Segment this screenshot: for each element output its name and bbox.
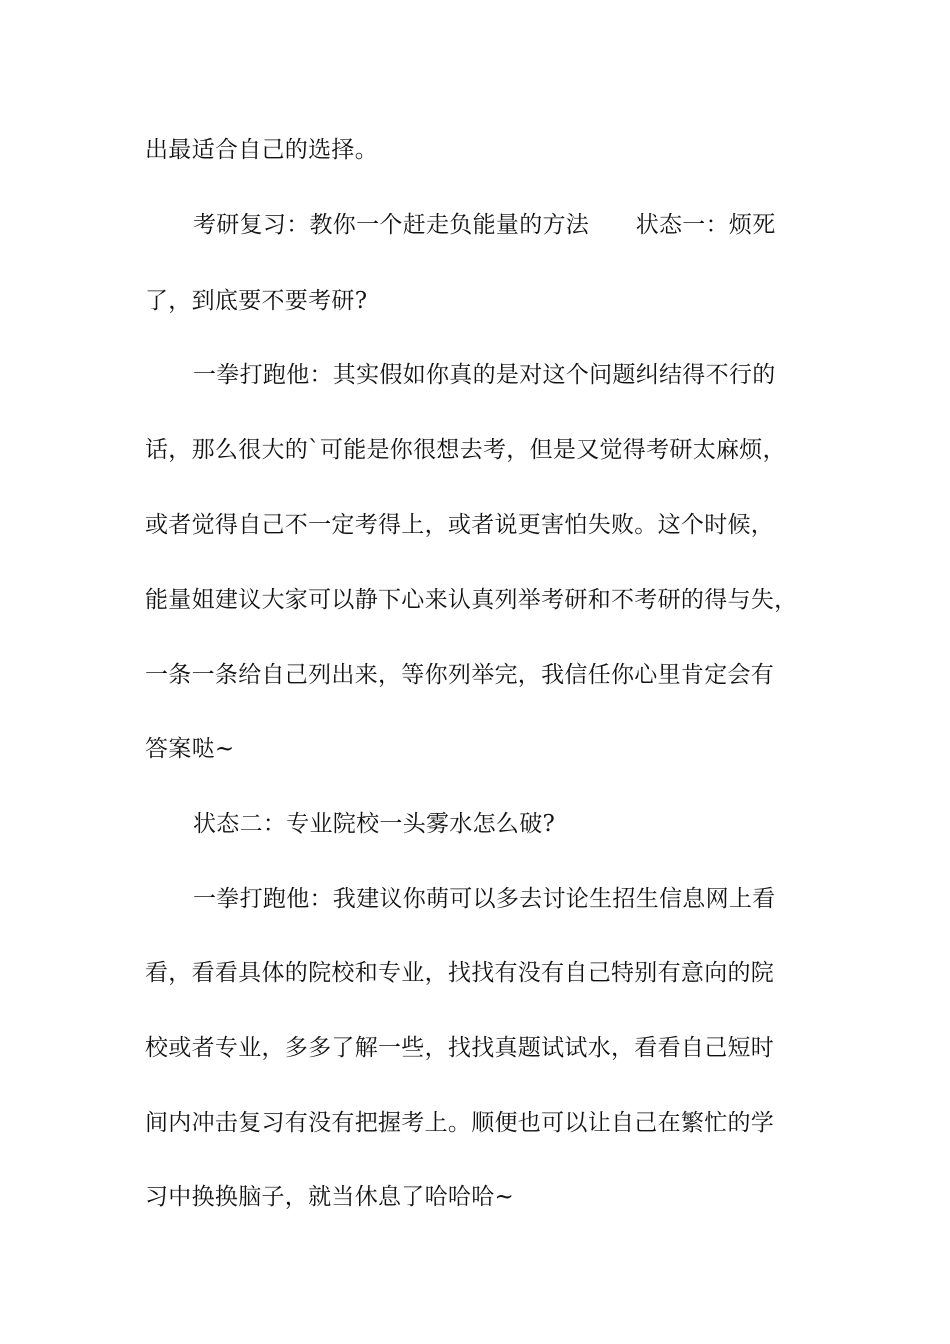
text-line: 习中换换脑子，就当休息了哈哈哈~: [145, 1184, 515, 1210]
text-line: 看，看看具体的院校和专业，找找有没有自己特别有意向的院: [145, 960, 775, 986]
text-line: 出最适合自己的选择。: [145, 137, 378, 163]
text-line: 或者觉得自己不一定考得上，或者说更害怕失败。这个时候，: [145, 512, 775, 538]
text-line: 了，到底要不要考研?: [145, 288, 368, 314]
text-line: 状态二：专业院校一头雾水怎么破?: [193, 811, 556, 837]
text-line: 一拳打跑他：我建议你萌可以多去讨论生招生信息网上看: [193, 886, 776, 912]
text-line: 间内冲击复习有没有把握考上。顺便也可以让自己在繁忙的学: [145, 1110, 775, 1136]
text-line: 一拳打跑他：其实假如你真的是对这个问题纠结得不行的: [193, 362, 776, 388]
text-line: 一条一条给自己列出来，等你列举完，我信任你心里肯定会有: [145, 662, 775, 688]
text-line: 能量姐建议大家可以静下心来认真列举考研和不考研的得与失，: [145, 587, 798, 613]
text-line: 答案哒~: [145, 736, 235, 762]
text-line: 校或者专业，多多了解一些，找找真题试试水，看看自己短时: [145, 1035, 775, 1061]
text-line: 话，那么很大的`可能是你很想去考，但是又觉得考研太麻烦，: [145, 437, 786, 463]
text-line: 考研复习：教你一个赶走负能量的方法 状态一：烦死: [193, 212, 776, 238]
